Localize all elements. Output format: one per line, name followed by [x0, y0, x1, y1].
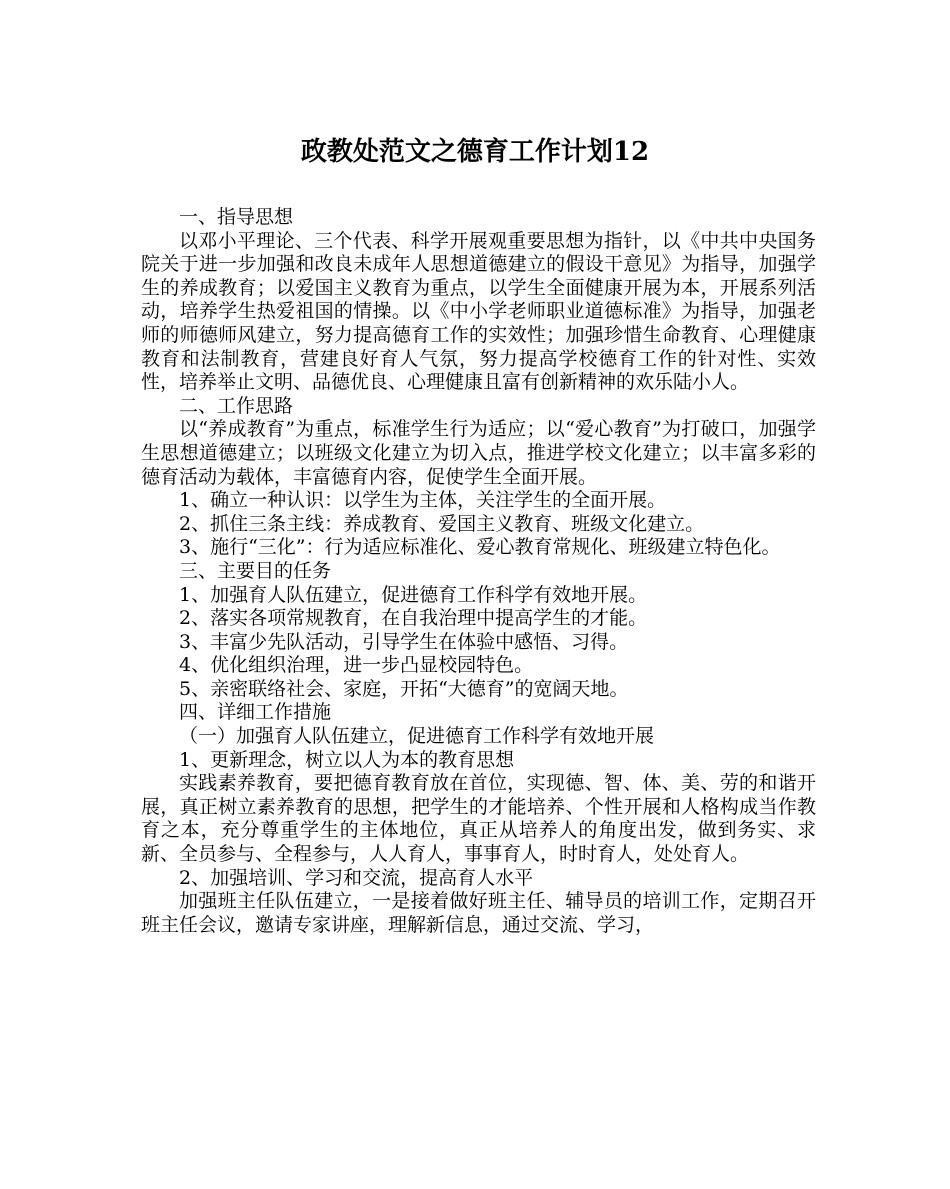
list-item: 5、亲密联络社会、家庭，开拓“大德育”的宽阔天地。 [179, 677, 629, 700]
document-title: 政教处范文之德育工作计划12 [300, 137, 650, 167]
subsection-heading: 2、加强培训、学习和交流，提高育人水平 [179, 866, 534, 889]
list-item: 2、抓住三条主线：养成教育、爱国主义教育、班级文化建立。 [179, 512, 705, 535]
list-item: 3、施行“三化”：行为适应标准化、爱心教育常规化、班级建立特色化。 [179, 536, 781, 559]
list-item: 3、丰富少先队活动，引导学生在体验中感悟、习得。 [179, 630, 629, 653]
paragraph: 加强班主任队伍建立，一是接着做好班主任、辅导员的培训工作，定期召开班主任会议，邀请专家讲座，理解新信息，通过交流、学习， [141, 890, 816, 936]
document-body [141, 206, 816, 937]
subsection-heading: （一）加强育人队伍建立，促进德育工作科学有效地开展 [179, 725, 655, 748]
section-heading: 四、详细工作措施 [179, 701, 332, 724]
paragraph: 以“养成教育”为重点，标准学生行为适应；以“爱心教育”为打破口，加强学生思想道德建立；以班级文化建立为切入点，推进学校文化建立；以丰富多彩的德育活动为载体，丰富德育内容，促使学生全面开展。 [141, 418, 816, 488]
section-heading: 三、主要目的任务 [179, 559, 332, 582]
paragraph: 以邓小平理论、三个代表、科学开展观重要思想为指针，以《中共中央国务院关于进一步加强和改良未成年人思想道德建立的假设干意见》为指导，加强学生的养成教育；以爱国主义教育为重点，以学生全面健康开展为本，开展系列活动，培养学生热爱祖国的情操。以《中小学老师职业道德标准》为指导，加强老师的师德师风建立，努力提高德育工作的实效性；加强珍惜生命教育、心理健康教育和法制教育，营建良好育人气氛，努力提高学校德育工作的针对性、实效性，培养举止文明、品德优良、心理健康且富有创新精神的欢乐陆小人。 [141, 229, 816, 394]
section-heading: 二、工作思路 [179, 394, 294, 417]
section-heading: 一、指导思想 [179, 206, 294, 228]
list-item: 1、加强育人队伍建立，促进德育工作科学有效地开展。 [179, 583, 648, 606]
paragraph: 实践素养教育，要把德育教育放在首位，实现德、智、体、美、劳的和谐开展，真正树立素养教育的思想，把学生的才能培养、个性开展和人格构成当作教育之本，充分尊重学生的主体地位，真正从培养人的角度出发，做到务实、求新、全员参与、全程参与，人人育人，事事育人，时时育人，处处育人。 [141, 772, 816, 866]
list-item: 4、优化组织治理，进一步凸显校园特色。 [179, 654, 534, 677]
list-item: 2、落实各项常规教育，在自我治理中提高学生的才能。 [179, 607, 648, 630]
subsection-heading: 1、更新理念，树立以人为本的教育思想 [179, 748, 515, 771]
list-item: 1、确立一种认识：以学生为主体，关注学生的全面开展。 [179, 489, 667, 512]
